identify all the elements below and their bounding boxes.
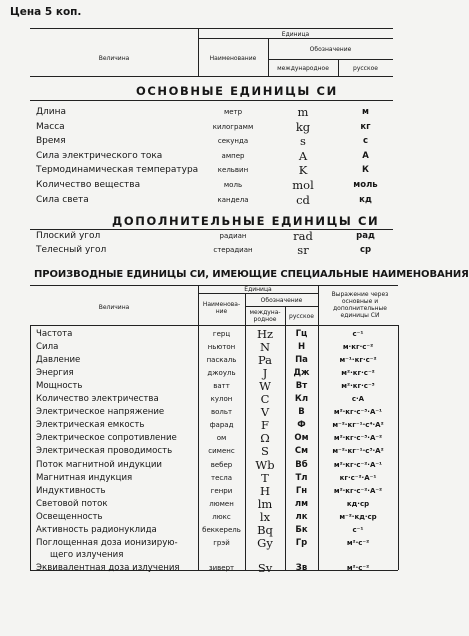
quantity-name: Сила света: [36, 194, 89, 205]
quantity-name: Электрическая емкость: [36, 420, 145, 431]
t2-head-expression: Выражение через основные и дополнительные единицы СИ: [331, 291, 389, 319]
quantity-name: Мощность: [36, 381, 83, 392]
si-expression: м·кг·с⁻²: [342, 343, 374, 352]
unit-name: кулон: [210, 395, 233, 404]
russian-symbol: Кл: [294, 394, 309, 405]
quantity-name: Время: [36, 136, 66, 147]
quantity-name: Сила электрического тока: [36, 150, 163, 161]
t2-head-russian: русское: [289, 313, 314, 320]
intl-symbol: kg: [295, 119, 311, 134]
section-supplementary-units: ДОПОЛНИТЕЛЬНЫЕ ЕДИНИЦЫ СИ: [112, 214, 380, 228]
unit-name: ньютон: [207, 343, 236, 352]
unit-name: герц: [212, 330, 231, 338]
quantity-name: Индуктивность: [36, 485, 106, 496]
russian-symbol: с: [362, 136, 369, 147]
unit-name: беккерель: [202, 525, 241, 534]
quantity-name: Электрическое сопротивление: [36, 433, 177, 444]
si-expression: м²·кг·с⁻²: [341, 369, 375, 378]
unit-name: ватт: [213, 382, 230, 391]
quantity-name: Электрическое напряжение: [36, 407, 165, 418]
quantity-name: Плоский угол: [36, 231, 101, 241]
intl-symbol: C: [260, 392, 270, 407]
intl-symbol: Sv: [257, 560, 273, 575]
si-expression: кг·с⁻²·А⁻¹: [339, 473, 377, 482]
unit-name: паскаль: [206, 356, 237, 365]
si-expression: м⁻²·кд·ср: [339, 512, 377, 521]
t1-head-designation: Обозначение: [309, 46, 352, 53]
russian-symbol: кг: [360, 121, 371, 132]
intl-symbol: Bq: [257, 522, 273, 537]
si-expression: м²·с⁻²: [346, 563, 370, 572]
intl-symbol: T: [261, 470, 269, 485]
unit-name: вольт: [210, 408, 233, 417]
intl-symbol: Ω: [260, 431, 270, 446]
quantity-name: Световой поток: [36, 498, 108, 509]
intl-symbol: V: [260, 405, 270, 420]
t1-head-quantity: Величина: [98, 55, 130, 62]
unit-name: фарад: [209, 421, 234, 430]
russian-symbol: лм: [294, 498, 309, 509]
unit-name: кандела: [217, 195, 249, 204]
t2-head-name: Наименова-ние: [202, 301, 241, 315]
russian-symbol: Вб: [295, 459, 308, 470]
intl-symbol: S: [261, 444, 269, 459]
t1-head-intl: международное: [277, 65, 329, 72]
unit-name: сименс: [208, 447, 235, 456]
russian-symbol: Гн: [295, 485, 308, 496]
si-expression: м²·кг·с⁻³·А⁻¹: [333, 408, 383, 417]
quantity-name: Поток магнитной индукции: [36, 459, 163, 470]
russian-symbol: ср: [359, 245, 372, 255]
quantity-name: Количество вещества: [36, 180, 141, 190]
russian-symbol: моль: [353, 180, 378, 190]
quantity-name: Телесный угол: [36, 245, 107, 255]
si-expression: с·А: [351, 395, 365, 404]
russian-symbol: См: [294, 446, 309, 457]
t2-head-quantity: Величина: [98, 304, 130, 311]
unit-name: ампер: [221, 151, 245, 160]
intl-symbol: Gy: [257, 535, 273, 550]
unit-name: люмен: [209, 499, 234, 508]
intl-symbol: A: [298, 148, 308, 163]
intl-symbol: lm: [257, 496, 273, 511]
russian-symbol: Дж: [293, 368, 310, 379]
intl-symbol: Pa: [257, 353, 273, 368]
quantity-name: Магнитная индукция: [36, 472, 133, 483]
unit-name: джоуль: [207, 369, 236, 378]
unit-name: тесла: [211, 473, 232, 482]
si-expression: с⁻¹: [352, 525, 364, 534]
intl-symbol: N: [259, 340, 271, 355]
quantity-name: Активность радионуклида: [36, 524, 157, 535]
unit-name: люкс: [212, 512, 231, 521]
si-expression: с⁻¹: [352, 330, 364, 338]
russian-symbol: м: [362, 107, 369, 117]
quantity-name: Сила: [36, 342, 59, 353]
unit-name: стерадиан: [213, 246, 253, 254]
intl-symbol: F: [261, 418, 269, 433]
intl-symbol: sr: [297, 243, 309, 257]
t1-head-unit: Единица: [281, 31, 310, 38]
t2-head-intl: междуна-родное: [249, 309, 281, 323]
unit-name: килограмм: [212, 122, 254, 131]
intl-symbol: Wb: [255, 457, 275, 472]
section-base-units: ОСНОВНЫЕ ЕДИНИЦЫ СИ: [136, 84, 338, 98]
russian-symbol: Па: [295, 355, 308, 366]
unit-name: моль: [223, 181, 243, 189]
quantity-name: Давление: [36, 355, 81, 366]
quantity-name: Освещенность: [36, 511, 103, 522]
russian-symbol: Зв: [295, 562, 308, 573]
intl-symbol: s: [300, 134, 306, 149]
unit-name: ом: [216, 434, 227, 443]
si-expression: м²·с⁻²: [346, 538, 370, 547]
si-expression: м²·кг·с⁻³: [341, 382, 375, 391]
intl-symbol: K: [298, 163, 308, 178]
quantity-name: Эквивалентная доза излучения: [36, 562, 180, 573]
russian-symbol: Гц: [295, 329, 308, 339]
si-expression: м⁻²·кг⁻¹·с³·А²: [332, 447, 384, 456]
russian-symbol: Гр: [295, 537, 308, 548]
unit-name: метр: [223, 108, 243, 116]
russian-symbol: Ом: [294, 433, 309, 444]
si-expression: м²·кг·с⁻²·А⁻²: [333, 486, 383, 495]
si-expression: м⁻²·кг⁻¹·с⁴·А²: [332, 421, 384, 430]
t2-head-designation: Обозначение: [260, 297, 303, 304]
intl-symbol: J: [262, 366, 268, 381]
intl-symbol: m: [297, 105, 309, 119]
si-expression: кд·ср: [346, 499, 370, 508]
quantity-name: Количество электричества: [36, 394, 159, 405]
unit-name: грэй: [213, 538, 230, 547]
intl-symbol: lx: [259, 509, 271, 524]
unit-name: зиверт: [208, 563, 235, 572]
si-expression: м⁻¹·кг·с⁻²: [339, 356, 377, 365]
quantity-name: Поглощенная доза ионизирую-: [36, 537, 178, 548]
unit-name: радиан: [219, 232, 247, 240]
intl-symbol: Hz: [256, 327, 274, 341]
russian-symbol: лк: [295, 511, 308, 522]
intl-symbol: H: [259, 483, 271, 498]
russian-symbol: Бк: [295, 524, 308, 535]
russian-symbol: Н: [297, 342, 306, 353]
russian-symbol: рад: [356, 231, 375, 241]
russian-symbol: К: [362, 165, 369, 176]
si-expression: м²·кг·с⁻³·А⁻²: [333, 434, 383, 443]
unit-name: секунда: [217, 137, 249, 146]
unit-name: вебер: [210, 460, 233, 469]
intl-symbol: rad: [293, 229, 313, 243]
quantity-name: Частота: [36, 329, 73, 339]
price-label: Цена 5 коп.: [10, 6, 82, 18]
intl-symbol: mol: [292, 178, 314, 192]
russian-symbol: Вт: [295, 381, 308, 392]
russian-symbol: кд: [359, 194, 372, 205]
russian-symbol: В: [298, 407, 305, 418]
russian-symbol: Тл: [295, 472, 308, 483]
t1-head-russian: русское: [353, 65, 378, 72]
quantity-name: Электрическая проводимость: [36, 446, 173, 457]
quantity-name: Длина: [36, 107, 67, 117]
t2-head-unit: Единица: [244, 286, 272, 293]
derived-units-title: ПРОИЗВОДНЫЕ ЕДИНИЦЫ СИ, ИМЕЮЩИЕ СПЕЦИАЛЬНЫЕ НАИМЕНОВАНИЯ: [34, 269, 469, 280]
quantity-name: Термодинамическая температура: [36, 165, 199, 176]
intl-symbol: W: [259, 379, 271, 394]
russian-symbol: Ф: [297, 420, 306, 431]
unit-name: кельвин: [217, 166, 249, 175]
quantity-name: Масса: [36, 121, 65, 132]
intl-symbol: cd: [296, 192, 310, 207]
russian-symbol: А: [362, 150, 369, 161]
quantity-name-cont: щего излучения: [50, 549, 124, 560]
unit-name: генри: [210, 486, 233, 495]
t1-head-name: Наименование: [209, 55, 257, 62]
quantity-name: Энергия: [36, 368, 74, 379]
si-expression: м²·кг·с⁻²·А⁻¹: [333, 460, 383, 469]
